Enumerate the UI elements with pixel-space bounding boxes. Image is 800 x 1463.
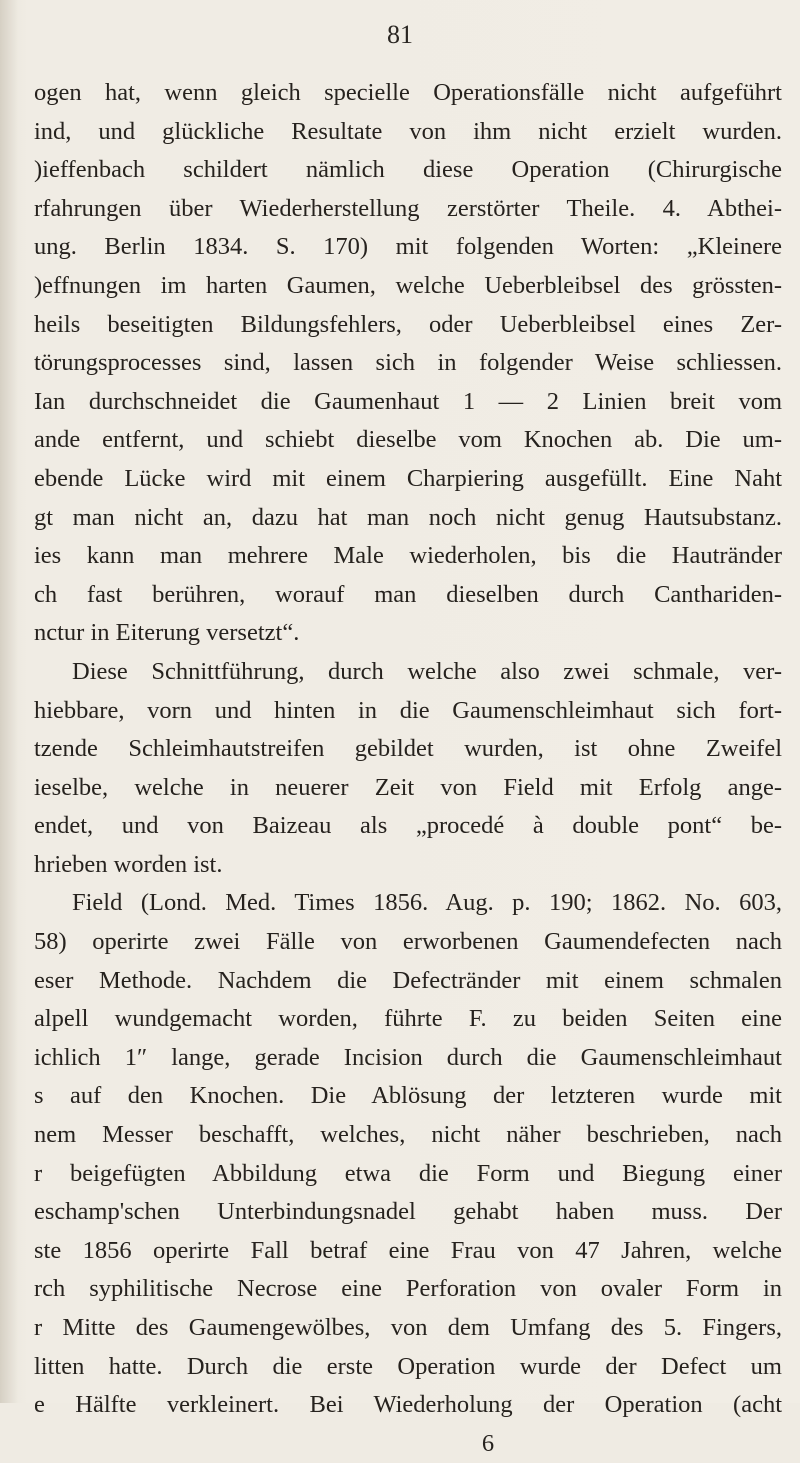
signature-mark: 6 [481,1429,495,1457]
text-line: hiebbare, vorn und hinten in die Gaumenschleimhaut sich fort- [34,696,782,724]
page-number: 81 [387,20,413,49]
text-line: ung. Berlin 1834. S. 170) mit folgenden Worten: „Kleinere [34,233,782,261]
text-line: nem Messer beschafft, welches, nicht näher beschrieben, nach [34,1121,782,1149]
text-line: heils beseitigten Bildungsfehlers, oder Ueberbleibsel eines Zer- [34,310,782,338]
text-line: ichlich 1″ lange, gerade Incision durch die Gaumenschleimhaut [34,1043,782,1071]
text-line: e Hälfte verkleinert. Bei Wiederholung der Operation (acht [34,1391,782,1419]
text-line: Ian durchschneidet die Gaumenhaut 1 — 2 Linien breit vom [34,387,782,415]
text-line: s auf den Knochen. Die Ablösung der letzteren wurde mit [34,1082,782,1110]
text-line: eschamp'schen Unterbindungsnadel gehabt haben muss. Der [34,1198,782,1226]
text-line: ste 1856 operirte Fall betraf eine Frau von 47 Jahren, welche [34,1236,782,1264]
text-line: ebende Lücke wird mit einem Charpiering ausgefüllt. Eine Naht [34,464,782,492]
text-line: ind, und glückliche Resultate von ihm nicht erzielt wurden. [34,117,782,145]
text-line: hrieben worden ist. [34,850,223,878]
text-line: endet, und von Baizeau als „procedé à double pont“ be- [34,812,782,840]
text-line: litten hatte. Durch die erste Operation wurde der Defect um [34,1352,782,1380]
body-text [34,74,782,1463]
text-line: rch syphilitische Necrose eine Perforation von ovaler Form in [34,1275,782,1303]
text-line: )ieffenbach schildert nämlich diese Operation (Chirurgische [34,156,782,184]
text-line: rfahrungen über Wiederherstellung zerstörter Theile. 4. Abthei- [34,194,782,222]
text-line: alpell wundgemacht worden, führte F. zu beiden Seiten eine [34,1005,782,1033]
text-line: ies kann man mehrere Male wiederholen, bis die Hautränder [34,542,782,570]
text-line: törungsprocesses sind, lassen sich in folgender Weise schliessen. [34,349,782,377]
text-line: tzende Schleimhautstreifen gebildet wurden, ist ohne Zweifel [34,735,782,763]
text-line: ch fast berühren, worauf man dieselben durch Canthariden- [34,580,782,608]
text-line: ande entfernt, und schiebt dieselbe vom Knochen ab. Die um- [34,426,782,454]
text-line: )effnungen im harten Gaumen, welche Ueberbleibsel des grössten- [34,271,782,299]
text-line: 58) operirte zwei Fälle von erworbenen Gaumendefecten nach [34,928,782,956]
text-line: Diese Schnittführung, durch welche also zwei schmale, ver- [72,657,782,685]
text-line: r Mitte des Gaumengewölbes, von dem Umfang des 5. Fingers, [34,1314,782,1341]
text-line: ogen hat, wenn gleich specielle Operationsfälle nicht aufgeführt [34,79,782,106]
text-line: Field (Lond. Med. Times 1856. Aug. p. 190; 1862. No. 603, [72,889,782,917]
text-line: gt man nicht an, dazu hat man noch nicht genug Hautsubstanz. [34,503,782,531]
text-line: ieselbe, welche in neuerer Zeit von Field mit Erfolg ange- [34,773,782,801]
text-line: eser Methode. Nachdem die Defectränder mit einem schmalen [34,966,782,994]
text-line: r beigefügten Abbildung etwa die Form und Biegung einer [34,1159,782,1187]
text-line: nctur in Eiterung versetzt“. [34,619,300,647]
binding-gutter [0,0,18,1403]
